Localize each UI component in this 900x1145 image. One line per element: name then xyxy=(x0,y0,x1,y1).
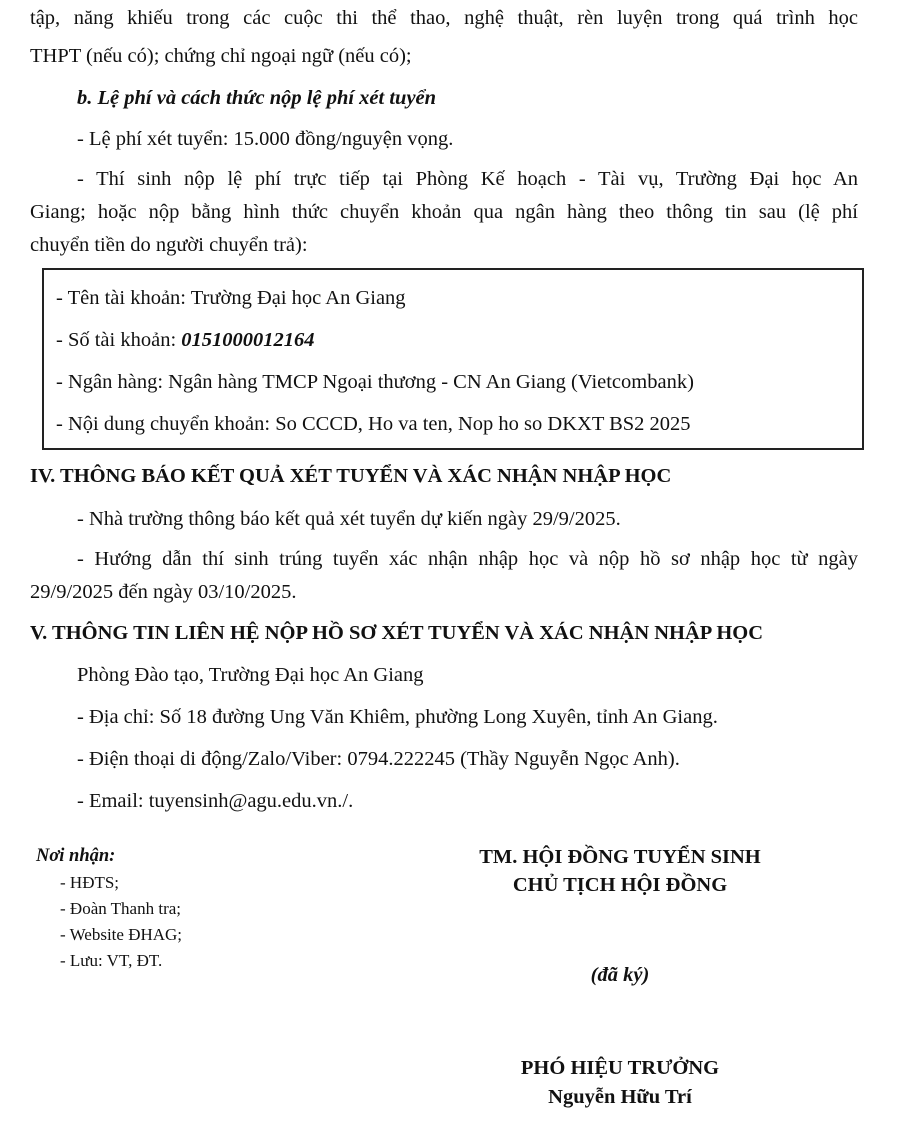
signed-note: (đã ký) xyxy=(590,964,650,986)
account-number-value: 0151000012164 xyxy=(181,329,315,351)
recipient-item: - HĐTS; xyxy=(60,873,120,892)
intro-line-1: tập, năng khiếu trong các cuộc thi thể thao, nghệ thuật, rèn luyện trong quá trình học xyxy=(30,7,858,29)
bank-name-line: - Ngân hàng: Ngân hàng TMCP Ngoại thương - CN An Giang (Vietcombank) xyxy=(56,371,694,393)
signer-position: PHÓ HIỆU TRƯỞNG xyxy=(520,1057,720,1079)
transfer-content-line: - Nội dung chuyển khoản: So CCCD, Ho va ten, Nop ho so DKXT BS2 2025 xyxy=(56,413,691,435)
email-line: - Email: tuyensinh@agu.edu.vn./. xyxy=(77,790,354,812)
recipient-item: - Website ĐHAG; xyxy=(60,925,183,944)
signature-org-line-1: TM. HỘI ĐỒNG TUYỂN SINH xyxy=(479,846,761,868)
signature-org-line-2: CHỦ TỊCH HỘI ĐỒNG xyxy=(512,874,728,896)
payment-line-1: - Thí sinh nộp lệ phí trực tiếp tại Phòng Kế hoạch - Tài vụ, Trường Đại học An xyxy=(77,168,858,190)
enrollment-guide-line-2: 29/9/2025 đến ngày 03/10/2025. xyxy=(30,581,297,603)
intro-line-2: THPT (nếu có); chứng chỉ ngoại ngữ (nếu có); xyxy=(30,45,412,67)
address-line: - Địa chỉ: Số 18 đường Ung Văn Khiêm, phường Long Xuyên, tỉnh An Giang. xyxy=(77,706,718,728)
signer-name: Nguyễn Hữu Trí xyxy=(548,1086,692,1108)
account-number-line xyxy=(56,326,315,354)
payment-line-3: chuyển tiền do người chuyển trả): xyxy=(30,234,308,256)
bank-info-box xyxy=(42,268,864,450)
office-line: Phòng Đào tạo, Trường Đại học An Giang xyxy=(77,664,424,686)
payment-line-2: Giang; hoặc nộp bằng hình thức chuyển khoản qua ngân hàng theo thông tin sau (lệ phí xyxy=(30,201,858,223)
account-number-label: - Số tài khoản: xyxy=(56,329,182,351)
section-4-heading: IV. THÔNG BÁO KẾT QUẢ XÉT TUYỂN VÀ XÁC NHẬN NHẬP HỌC xyxy=(30,465,672,487)
phone-line: - Điện thoại di động/Zalo/Viber: 0794.222245 (Thầy Nguyễn Ngọc Anh). xyxy=(77,748,680,770)
recipient-item: - Đoàn Thanh tra; xyxy=(60,899,182,918)
fee-amount-line: - Lệ phí xét tuyển: 15.000 đồng/nguyện vọng. xyxy=(77,128,454,150)
result-date-line: - Nhà trường thông báo kết quả xét tuyển dự kiến ngày 29/9/2025. xyxy=(77,508,621,530)
recipient-item: - Lưu: VT, ĐT. xyxy=(60,951,163,970)
enrollment-guide-line-1: - Hướng dẫn thí sinh trúng tuyển xác nhận nhập học và nộp hồ sơ nhập học từ ngày xyxy=(77,548,858,570)
recipients-label: Nơi nhận: xyxy=(36,846,116,866)
section-5-heading: V. THÔNG TIN LIÊN HỆ NỘP HỒ SƠ XÉT TUYỂN VÀ XÁC NHẬN NHẬP HỌC xyxy=(30,622,764,644)
fee-section-heading: b. Lệ phí và cách thức nộp lệ phí xét tuyển xyxy=(77,87,437,109)
account-name-line: - Tên tài khoản: Trường Đại học An Giang xyxy=(56,287,406,309)
